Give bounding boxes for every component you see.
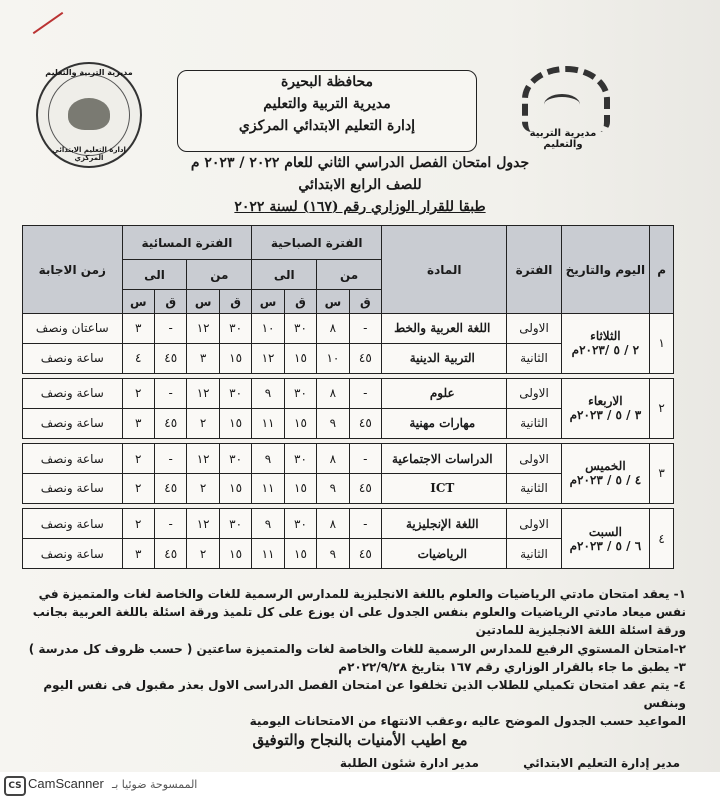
time-cell: ٢ [122,473,154,503]
row-number: ٣ [650,444,674,504]
exam-date: ٣ / ٥ / ٢٠٢٣م [569,408,642,423]
scanner-footer [0,772,720,798]
table-row [23,314,674,344]
evening-from: من [187,260,252,290]
time-cell: ٢ [122,509,154,539]
col-header-evening: الفترة المسائية [122,226,252,260]
time-cell: ٨ [317,379,349,409]
time-cell: ٣ [122,408,154,438]
duration-cell: ساعة ونصف [23,509,123,539]
exam-date: ٦ / ٥ / ٢٠٢٣م [569,538,642,553]
subject-cell: مهارات مهنية [382,408,507,438]
duration-cell: ساعة ونصف [23,343,123,373]
unit-minutes: ق [154,290,186,314]
time-cell: ٤٥ [349,539,381,569]
time-cell: ٣٠ [219,509,251,539]
time-cell: ٨ [317,444,349,474]
time-cell: ١٥ [219,343,251,373]
time-cell: ٣ [122,314,154,344]
period-cell: الثانية [507,343,561,373]
seal-text-bottom: إدارة التعليم الابتدائي المركزي [52,146,126,162]
notes-section [26,585,686,731]
day-date-cell [561,379,650,439]
scanned-with-text: الممسوحة ضوئيا بـ [112,778,198,791]
grade-title: للصف الرابع الابتدائي [298,177,422,193]
time-cell: - [349,314,381,344]
time-cell: ٣ [187,343,219,373]
schedule-title: جدول امتحان الفصل الدراسي الثاني للعام ٢٠٢٢ / ٢٠٢٣ م [190,155,530,171]
department-name: إدارة التعليم الابتدائي المركزي [238,118,416,134]
header-box [177,70,477,152]
time-cell: ١٥ [284,343,316,373]
directorate-name: مديرية التربية والتعليم [263,96,391,112]
time-cell: ٣٠ [284,444,316,474]
evening-to: الى [122,260,187,290]
time-cell: ٤٥ [154,408,186,438]
time-cell: ٩ [317,408,349,438]
time-cell: - [349,509,381,539]
subject-cell: علوم [382,379,507,409]
signature-student-affairs: مدير ادارة شئون الطلبة [339,756,479,770]
time-cell: ١٥ [284,408,316,438]
time-cell: ٣٠ [219,379,251,409]
time-cell: ٩ [317,539,349,569]
day-date-cell [561,444,650,504]
camscanner-brand: CamScanner [28,776,104,791]
time-cell: ٣ [122,539,154,569]
time-cell: ٩ [317,473,349,503]
subject-cell: اللغة العربية والخط [382,314,507,344]
col-header-period: الفترة [507,226,561,314]
time-cell: ٤٥ [154,473,186,503]
day-name: الثلاثاء [590,329,621,344]
time-cell: ٨ [317,509,349,539]
camscanner-logo-icon: CS [4,776,26,796]
period-cell: الاولى [507,379,561,409]
time-cell: ٩ [252,379,284,409]
duration-cell: ساعة ونصف [23,473,123,503]
note-line: ٢-امتحان المستوي الرفيع للمدارس الرسمية للغات والخاصة لغات والمتميزة ساعتين ( حسب ظروف كل مدرسة ) [28,641,686,656]
unit-hours: س [317,290,349,314]
time-cell: ١٢ [252,343,284,373]
note-line: ٣- يطبق ما جاء بالقرار الوزاري رقم ١٦٧ بتاريخ ٢٠٢٢/٩/٢٨م [338,659,686,674]
col-header-number: م [650,226,674,314]
day-name: الخميس [585,459,626,474]
time-cell: ٨ [317,314,349,344]
unit-hours: س [252,290,284,314]
exam-date: ٢ / ٥ /٢٠٢٣م [571,343,640,358]
directorate-seal-logo [36,62,142,168]
time-cell: - [349,379,381,409]
table-row [23,509,674,539]
duration-cell: ساعة ونصف [23,379,123,409]
day-date-cell [561,509,650,569]
time-cell: - [154,379,186,409]
ministry-logo-text: مديرية التربية والتعليم [529,128,597,150]
duration-cell: ساعة ونصف [23,408,123,438]
morning-to: الى [252,260,317,290]
subject-cell: اللغة الإنجليزية [382,509,507,539]
closing-wishes: مع اطيب الأمنيات بالنجاح والتوفيق [252,731,468,749]
table-row [23,444,674,474]
row-number: ٤ [650,509,674,569]
time-cell: ١٠ [317,343,349,373]
time-cell: ١٥ [284,539,316,569]
time-cell: ٣٠ [284,379,316,409]
ministry-logo [512,64,612,136]
time-cell: ١١ [252,473,284,503]
duration-cell: ساعتان ونصف [23,314,123,344]
time-cell: ١٢ [187,444,219,474]
col-header-duration: زمن الاجابة [23,226,123,314]
time-cell: - [349,444,381,474]
time-cell: ٢ [122,379,154,409]
time-cell: ١٥ [284,473,316,503]
unit-minutes: ق [284,290,316,314]
unit-minutes: ق [349,290,381,314]
subject-cell: التربية الدينية [382,343,507,373]
note-line: ١- يعقد امتحان مادتي الرياضيات والعلوم باللغة الانجليزية للمدارس الرسمية للغات والخاصة لغات والمتميزة في [38,587,686,601]
duration-cell: ساعة ونصف [23,539,123,569]
row-number: ١ [650,314,674,374]
time-cell: ٣٠ [284,509,316,539]
unit-minutes: ق [219,290,251,314]
exam-schedule-table [22,225,674,569]
day-date-cell [561,314,650,374]
unit-hours: س [122,290,154,314]
time-cell: ٤٥ [349,343,381,373]
note-line: ورقة اسئلة اللغة الانجليزية للمادتين [475,623,686,638]
subject-cell: الدراسات الاجتماعية [382,444,507,474]
decree-title: طبقا للقرار الوزاري رقم (١٦٧) لسنة ٢٠٢٢ [234,199,486,215]
time-cell: ١٢ [187,379,219,409]
time-cell: ٣٠ [219,444,251,474]
governorate-name: محافظة البحيرة [280,74,374,90]
period-cell: الاولى [507,444,561,474]
time-cell: ٤٥ [349,473,381,503]
time-cell: ٢ [187,539,219,569]
time-cell: - [154,509,186,539]
signature-primary-director: مدير إدارة التعليم الابتدائي [523,756,680,770]
time-cell: ٤٥ [154,539,186,569]
col-header-morning: الفترة الصباحية [252,226,382,260]
book-emblem [544,94,580,115]
row-number: ٢ [650,379,674,439]
time-cell: - [154,314,186,344]
time-cell: ٢ [187,408,219,438]
time-cell: ٤٥ [349,408,381,438]
morning-from: من [317,260,382,290]
note-line: المواعيد حسب الجدول الموضح عاليه ،وعقب الانتهاء من الامتحانات اليومية [249,714,686,729]
time-cell: ١٢ [187,509,219,539]
time-cell: ١٥ [219,408,251,438]
time-cell: ٤٥ [154,343,186,373]
col-header-day-date: اليوم والتاريخ [561,226,650,314]
table-row [23,379,674,409]
note-line: نفس ميعاد مادتي الرياضيات والعلوم بنفس الجدول على ان يوزع على كل تلميذ ورقة اسئلة باللغة العربية بجانب [32,605,686,620]
time-cell: ٢ [187,473,219,503]
seal-text-top: مديرية التربية والتعليم [45,68,133,77]
time-cell: ١١ [252,408,284,438]
time-cell: - [154,444,186,474]
col-header-subject: المادة [382,226,507,314]
seal-emblem [68,98,110,130]
day-name: السبت [588,524,622,539]
time-cell: ١١ [252,539,284,569]
subject-cell: ICT [382,473,507,503]
time-cell: ٢ [122,444,154,474]
time-cell: ٩ [252,509,284,539]
period-cell: الثانية [507,539,561,569]
period-cell: الاولى [507,509,561,539]
period-cell: الثانية [507,473,561,503]
time-cell: ١٥ [219,473,251,503]
duration-cell: ساعة ونصف [23,444,123,474]
time-cell: ١٠ [252,314,284,344]
time-cell: ٩ [252,444,284,474]
period-cell: الثانية [507,408,561,438]
note-line: ٤- يتم عقد امتحان تكميلي للطلاب الذين تخلفوا عن امتحان الفصل الدراسى الاول بعذر مقبول فى نفس اليوم وبنفس [43,678,686,711]
time-cell: ٤ [122,343,154,373]
period-cell: الاولى [507,314,561,344]
time-cell: ١٥ [219,539,251,569]
unit-hours: س [187,290,219,314]
time-cell: ٣٠ [219,314,251,344]
time-cell: ١٢ [187,314,219,344]
day-name: الاربعاء [588,394,623,409]
exam-date: ٤ / ٥ / ٢٠٢٣م [569,473,642,488]
subject-cell: الرياضيات [382,539,507,569]
time-cell: ٣٠ [284,314,316,344]
